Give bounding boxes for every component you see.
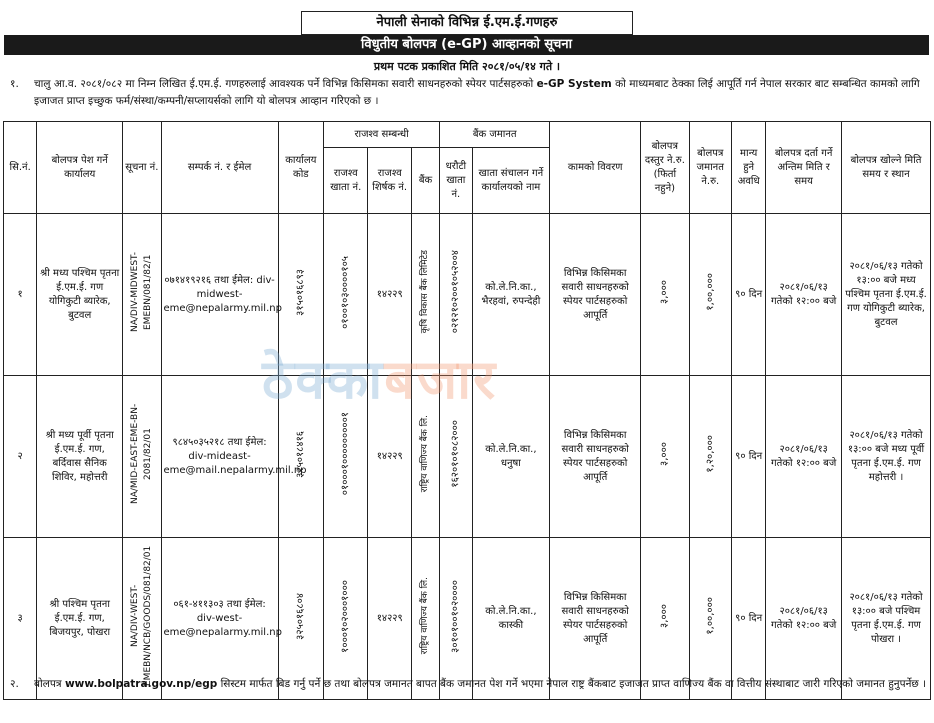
cell-office: श्री मध्य पश्चिम पृतना ई.एम.ई. गण योगिकुटी ब्यारेक, बुटवल — [37, 214, 123, 376]
office-code-text: ३१५०१६८९३ — [295, 268, 307, 316]
header-acc-office: खाता संचालन गर्ने कार्यालयको नाम — [472, 148, 550, 214]
cell-work: विभिन्न किसिमका सवारी साधनहरुको स्पेयर पार्टसहरुको आपूर्ति — [550, 538, 641, 700]
header-fee: बोलपत्र दस्तुर ने.रु. (फिर्ता नहुने) — [641, 122, 689, 214]
footer-text-a: बोलपत्र — [34, 678, 65, 690]
cell-fee — [641, 214, 689, 376]
security-text: १,२०,००० — [704, 435, 716, 473]
header-bank: बैंक — [411, 148, 439, 214]
bolpatra-link[interactable]: www.bolpatra.gov.np/egp — [64, 678, 218, 690]
cell-contact: ०७१४१९२१६ तथा ईमेल: div-midwest-eme@nepalarmy.mil.np — [161, 214, 278, 376]
cell-sn: २ — [4, 376, 37, 538]
notice-paragraph-2 — [10, 675, 928, 694]
tender-table — [3, 121, 931, 700]
notice-no-text: NA/MID-EAST-EME-BN-2081/82/01 — [129, 403, 153, 505]
cell-opening: २०८१/०६/१३ गतेको १३:०० बजे पश्चिम पृतना ई.एम.ई. गण पोखरा । — [842, 538, 931, 700]
header-guarantee-group: बैंक जमानत — [440, 122, 550, 148]
cell-contact: ०६१-४११३०३ तथा ईमेल: div-west-eme@nepalarmy.mil.np — [161, 538, 278, 700]
cell-opening: २०८१/०६/१३ गतेको १३:०० बजे मध्य पश्चिम पृतना ई.एम.ई. गण योगिकुटी ब्यारेक, बुटवल — [842, 214, 931, 376]
watermark-right: बजार — [384, 348, 498, 411]
paragraph-text-a: चालु आ.व. २०८१/०८२ मा निम्न लिखित ई.एम.ई. गणहरुलाई आवश्यक पर्ने विभिन्न किसिमका सवारी साधनहरुको स्पेयर पार्टसहरुको — [34, 78, 537, 90]
notice-no-text: NA/DIV-MIDWEST-EMEBN/081/82/1 — [129, 252, 153, 332]
cell-validity: ९० दिन — [732, 376, 766, 538]
header-office-code: कार्यालय कोड — [278, 122, 323, 214]
office-code-text: ३२५०१६८०४ — [295, 592, 307, 640]
paragraph-number: १. — [10, 78, 19, 90]
fee-text: ३,००० — [659, 604, 671, 628]
egp-system-text: e-GP System — [536, 78, 612, 90]
cell-validity: ९० दिन — [732, 214, 766, 376]
deposit-acc-text: १६२०१०१०८२००० — [450, 420, 462, 488]
page-title: नेपाली सेनाको विभिन्न ई.एम.ई.गणहरु — [301, 11, 633, 35]
header-revenue-head: राजश्व शिर्षक नं. — [368, 148, 411, 214]
header-notice-no: सूचना नं. — [123, 122, 161, 214]
cell-sn: १ — [4, 214, 37, 376]
footer-text-b: सिस्टम मार्फत बिड गर्नु पर्ने छ तथा बोलपत्र जमानत बापत बैंक जमानत पेश गर्ने भएमा नेपाल राष्ट्र बैंकबाट इजाजत प्राप्त वाणिज्य बैंक वा वित्तीय संस्थाबाट जारी गरिएको जमानत हुनुपर्नेछ । — [217, 678, 927, 690]
bank-text: कृषि विकास बैंक लिमिटेड — [420, 250, 431, 334]
paragraph-number: २. — [10, 678, 19, 690]
cell-contact: ९८४५०३५२१८ तथा ईमेल: div-mideast-eme@mail.nepalarmy.mil.np — [161, 376, 278, 538]
header-revenue-group: राजश्व सम्बन्धी — [324, 122, 440, 148]
header-deadline: बोलपत्र दर्ता गर्ने अन्तिम मिति र समय — [766, 122, 842, 214]
cell-deadline: २०८१/०६/१३ गतेको १२:०० बजे — [766, 376, 842, 538]
header-work: कामको विवरण — [550, 122, 641, 214]
watermark-left: ठेक्का — [262, 348, 385, 411]
header-contact: सम्पर्क नं. र ईमेल — [161, 122, 278, 214]
cell-office: श्री मध्य पूर्वी पृतना ई.एम.ई. गण, बर्दिवास सैनिक शिविर, महोत्तरी — [37, 376, 123, 538]
cell-deposit-acc — [440, 214, 472, 376]
bank-text: राष्ट्रिय वाणिज्य बैंक लि. — [420, 415, 431, 493]
header-security: बोलपत्र जमानत ने.रु. — [689, 122, 731, 214]
security-text: १,००,००० — [704, 273, 716, 311]
office-code-text: ३२५०१८४१६ — [295, 430, 307, 478]
header-deposit-acc: धरौटी खाता नं. — [440, 148, 472, 214]
publish-date: प्रथम पटक प्रकाशित मिति २०८१/०५/१४ गते । — [373, 60, 561, 73]
cell-notice-no — [123, 214, 161, 376]
cell-security — [689, 376, 731, 538]
cell-revenue-acc — [324, 214, 368, 376]
cell-office-code — [278, 214, 323, 376]
cell-revenue-head: १४२२९ — [368, 538, 411, 700]
fee-text: ३,००० — [659, 280, 671, 304]
revenue-acc-text: १०००१०२०००१००० — [340, 579, 352, 653]
cell-opening: २०८१/०६/१३ गतेको १३:०० बजे मध्य पूर्वी पृतना ई.एम.ई. गण महोत्तरी । — [842, 376, 931, 538]
cell-validity: ९० दिन — [732, 538, 766, 700]
cell-revenue-head: १४२२९ — [368, 376, 411, 538]
security-text: १,००,००० — [704, 597, 716, 635]
cell-revenue-head: १४२२९ — [368, 214, 411, 376]
header-opening: बोलपत्र खोल्ने मिति समय र स्थान — [842, 122, 931, 214]
cell-acc-office: को.ले.नि.का., कास्की — [472, 538, 550, 700]
cell-notice-no — [123, 376, 161, 538]
cell-work: विभिन्न किसिमका सवारी साधनहरुको स्पेयर पार्टसहरुको आपूर्ति — [550, 214, 641, 376]
header-office: बोलपत्र पेश गर्ने कार्यालय — [37, 122, 123, 214]
cell-revenue-acc — [324, 376, 368, 538]
cell-fee — [641, 376, 689, 538]
cell-bank — [411, 376, 439, 538]
header-validity: मान्य हुने अवधि — [732, 122, 766, 214]
table-row — [4, 214, 931, 376]
deposit-acc-text: ३०१०१००१०२०००० — [450, 579, 462, 653]
cell-deadline: २०८१/०६/१३ गतेको १२:०० बजे — [766, 214, 842, 376]
header-revenue-acc: राजश्व खाता नं. — [324, 148, 368, 214]
cell-office-code — [278, 376, 323, 538]
deposit-acc-text: ०२१२१०२००१०५२००४ — [450, 250, 462, 334]
header-sn: सि.नं. — [4, 122, 37, 214]
bank-text: राष्ट्रिय वाणिज्य बैंक लि. — [420, 577, 431, 655]
notice-banner: विधुतीय बोलपत्र (e-GP) आव्हानको सूचना — [4, 35, 929, 55]
revenue-acc-text: ०१००१०३००००१०५ — [340, 255, 352, 329]
cell-bank — [411, 214, 439, 376]
cell-deposit-acc — [440, 376, 472, 538]
cell-sn: ३ — [4, 538, 37, 700]
fee-text: ३,००० — [659, 442, 671, 466]
revenue-acc-text: ०१०००१०००००००००१ — [340, 412, 352, 496]
cell-work: विभिन्न किसिमका सवारी साधनहरुको स्पेयर पार्टसहरुको आपूर्ति — [550, 376, 641, 538]
notice-no-text: NA/DIV-WEST-EMEBN/NCB/GOODS/081/82/01 — [129, 545, 153, 687]
cell-acc-office: को.ले.नि.का., धनुषा — [472, 376, 550, 538]
notice-paragraph-1 — [10, 76, 928, 110]
paragraph-text-b: को माध्यमबाट ठेक्का लिई आपूर्ति गर्न नेपाल सरकार बाट सम्बन्धित कामको लागि इजाजत प्राप्त इच्छुक फर्म/संस्था/कम्पनी/सप्लायर्सको लागि यो बोलपत्र आव्हान गरिएको छ । — [34, 78, 920, 107]
table-row — [4, 376, 931, 538]
cell-acc-office: को.ले.नि.का., भैरहवां, रुपन्देही — [472, 214, 550, 376]
cell-deadline: २०८१/०६/१३ गतेको १२:०० बजे — [766, 538, 842, 700]
cell-office: श्री पश्चिम पृतना ई.एम.ई. गण, बिजयपुर, पोखरा — [37, 538, 123, 700]
cell-security — [689, 214, 731, 376]
